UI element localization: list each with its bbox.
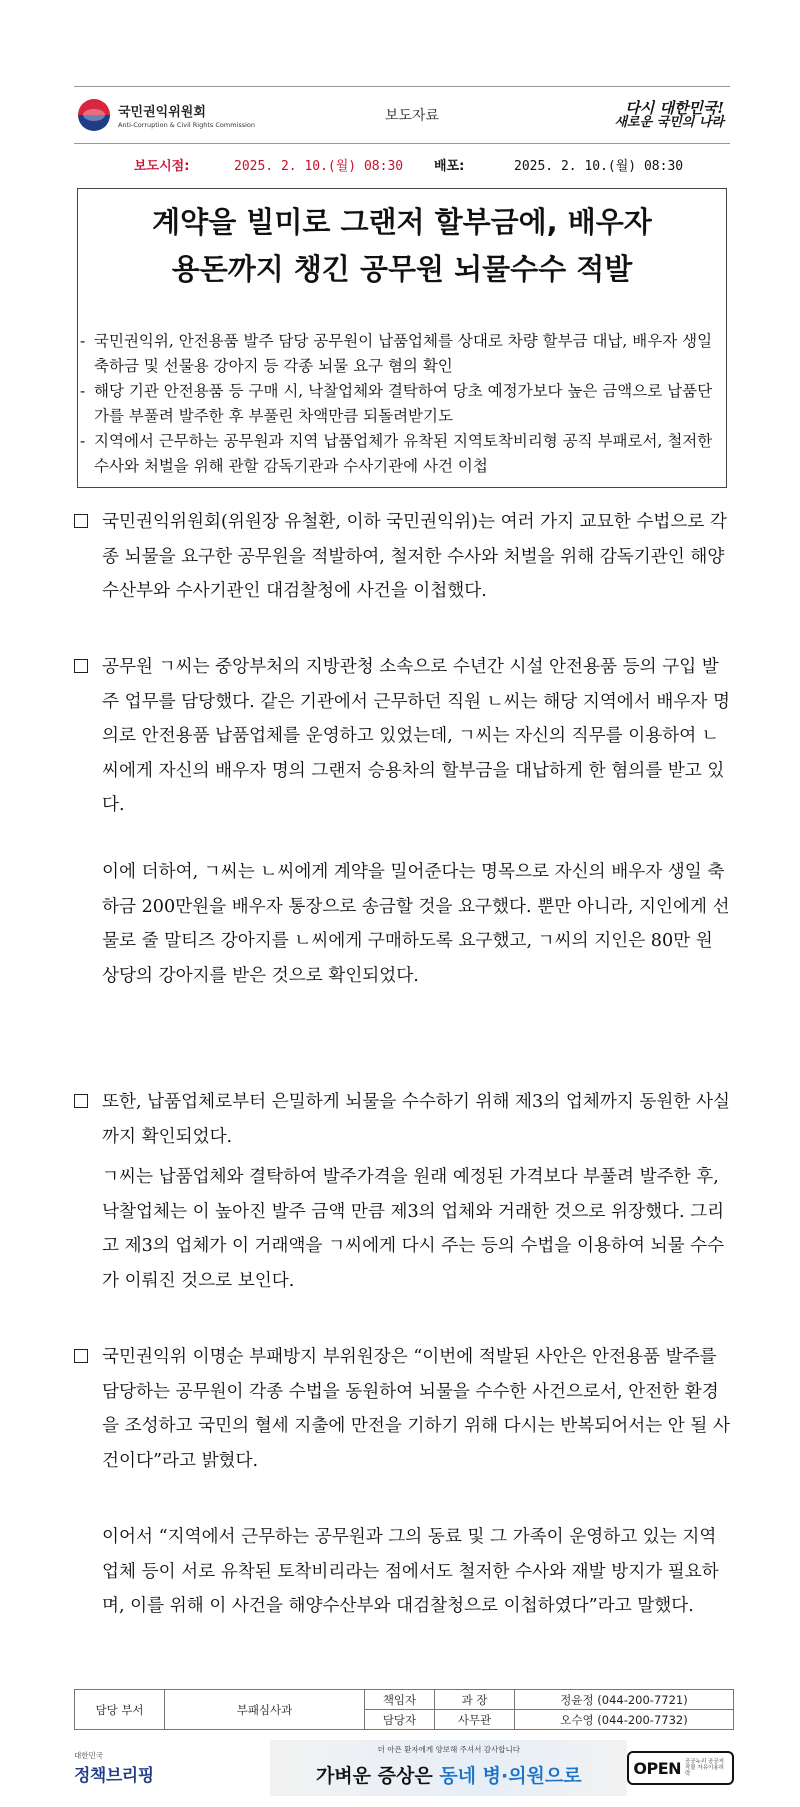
title-label: 과 장 (435, 1690, 515, 1710)
dept-label: 담당 부서 (75, 1690, 165, 1730)
summary-text: 해당 기관 안전용품 등 구매 시, 낙찰업체와 결탁하여 당초 예정가보다 높은 금액으로 납품단가를 부풀려 발주한 후 부풀린 차액만큼 되돌려받기도 (94, 382, 713, 425)
summary-text: 국민권익위, 안전용품 발주 담당 공무원이 납품업체를 상대로 차량 할부금 대납, 배우자 생일 축하금 및 선물용 강아지 등 각종 뇌물 요구 혐의 확인 (94, 332, 713, 375)
press-header (74, 86, 730, 144)
brief-top: 대한민국 (74, 1751, 103, 1760)
table-row (75, 1690, 734, 1710)
taegeuk-emblem-icon (78, 99, 110, 131)
body-subparagraph-4: 이어서 “지역에서 근무하는 공무원과 그의 동료 및 그 가족이 운영하고 있는 지역 업체 등이 서로 유착된 토착비리라는 점에서도 철저한 수사와 재발 방지가 필요하며, 이를 위해 이 사건을 해양수산부와 대검찰청으로 이첩하였다”라고 말했다. (102, 1527, 719, 1616)
headline-box (77, 188, 727, 488)
summary-dash: - (80, 332, 86, 350)
summary-list (78, 329, 726, 479)
checkbox-bullet-icon (74, 659, 88, 673)
checkbox-bullet-icon (74, 1349, 88, 1363)
open-label: OPEN (633, 1758, 682, 1778)
summary-item (78, 329, 718, 379)
title-label: 사무관 (435, 1710, 515, 1730)
campaign-main-b: 동네 병·의원으로 (439, 1765, 582, 1787)
paragraph-text: 국민권익위원회(위원장 유철환, 이하 국민권익위)는 여러 가지 교묘한 수법으로 각종 뇌물을 요구한 공무원을 적발하여, 철저한 수사와 처벌을 위해 감독기관인 해양수산부와 수사기관인 대검찰청에 사건을 이첩했다. (102, 512, 727, 601)
summary-text: 지역에서 근무하는 공무원과 지역 납품업체가 유착된 지역토착비리형 공직 부패로서, 철저한 수사와 처벌을 위해 관할 감독기관과 수사기관에 사건 이첩 (94, 432, 713, 475)
campaign-main (270, 1761, 627, 1788)
headline (78, 199, 726, 293)
release-time-label: 보도시점: (134, 158, 190, 174)
summary-dash: - (80, 382, 86, 400)
paragraph-text: 국민권익위 이명순 부패방지 부위원장은 “이번에 적발된 사안은 안전용품 발주를 담당하는 공무원이 각종 수법을 동원하여 뇌물을 수수한 사건으로서, 안전한 환경을 조성하고 국민의 혈세 지출에 만전을 기하기 위해 다시는 반복되어서는 안 될 사건이다”라고 밝혔다. (102, 1347, 730, 1471)
summary-item (78, 429, 718, 479)
brief-main: 정책브리핑 (74, 1766, 154, 1786)
document-type: 보도자료 (384, 108, 440, 124)
body-paragraph-1 (74, 505, 734, 609)
campaign-banner (270, 1740, 627, 1796)
contact-table (74, 1689, 734, 1730)
body-paragraph-2 (74, 650, 734, 823)
summary-item (78, 379, 718, 429)
role-label: 담당자 (365, 1710, 435, 1730)
checkbox-bullet-icon (74, 1094, 88, 1108)
org-logo (74, 99, 274, 131)
release-info (74, 152, 730, 176)
body-subparagraph-2: 이에 더하여, ㄱ씨는 ㄴ씨에게 계약을 밀어준다는 명목으로 자신의 배우자 생일 축하금 200만원을 배우자 통장으로 송금할 것을 요구했다. 뿐만 아니라, 지인에게 선물로 줄 말티즈 강아지를 ㄴ씨에게 구매하도록 요구했고, ㄱ씨의 지인은 80만 원 상당의 강아지를 받은 것으로 확인되었다. (102, 862, 730, 986)
org-name-en: Anti-Corruption & Civil Rights Commission (118, 121, 256, 129)
policy-briefing-logo (74, 1750, 180, 1786)
campaign-top: 더 아픈 환자에게 양보해 주셔서 감사합니다 (377, 1745, 520, 1754)
slogan-line1: 다시 대한민국! (625, 98, 724, 117)
headline-line2: 용돈까지 챙긴 공무원 뇌물수수 적발 (171, 252, 633, 286)
person-contact: 오수영 (044-200-7732) (515, 1710, 734, 1730)
distribution-value: 2025. 2. 10.(월) 08:30 (514, 158, 684, 174)
body-paragraph-4 (74, 1340, 734, 1478)
slogan-line2: 새로운 국민의 나라 (614, 115, 724, 131)
role-label: 책임자 (365, 1690, 435, 1710)
person-contact: 정윤정 (044-200-7721) (515, 1690, 734, 1710)
summary-dash: - (80, 432, 86, 450)
slogan (550, 100, 730, 131)
distribution-label: 배포: (434, 158, 465, 174)
paragraph-text: 또한, 납품업체로부터 은밀하게 뇌물을 수수하기 위해 제3의 업체까지 동원한 사실까지 확인되었다. (102, 1092, 730, 1147)
footer (74, 1738, 734, 1798)
campaign-main-a: 가벼운 증상은 (315, 1765, 440, 1787)
open-sub: 공공누리 공공저작물 자유이용허락 (685, 1758, 724, 1778)
dept-name: 부패심사과 (165, 1690, 365, 1730)
checkbox-bullet-icon (74, 514, 88, 528)
paragraph-text: 공무원 ㄱ씨는 중앙부처의 지방관청 소속으로 수년간 시설 안전용품 등의 구입 발주 업무를 담당했다. 같은 기관에서 근무하던 직원 ㄴ씨는 해당 지역에서 배우자 명의로 안전용품 납품업체를 운영하고 있었는데, ㄱ씨는 자신의 직무를 이용하여 ㄴ씨에게 자신의 배우자 명의 그랜저 승용차의 할부금을 대납하게 한 혐의를 받고 있다. (102, 657, 730, 815)
release-time-value: 2025. 2. 10.(월) 08:30 (234, 158, 404, 174)
org-name-ko: 국민권익위원회 (118, 105, 206, 120)
headline-line1: 계약을 빌미로 그랜저 할부금에, 배우자 (152, 205, 652, 239)
open-license-badge (627, 1751, 734, 1785)
body-subparagraph-3: ㄱ씨는 납품업체와 결탁하여 발주가격을 원래 예정된 가격보다 부풀려 발주한 후, 낙찰업체는 이 높아진 발주 금액 만큼 제3의 업체와 거래한 것으로 위장했다. 그리고 제3의 업체가 이 거래액을 ㄱ씨에게 다시 주는 등의 수법을 이용하여 뇌물 수수가 이뤄진 것으로 보인다. (102, 1167, 725, 1291)
body-paragraph-3 (74, 1085, 734, 1154)
